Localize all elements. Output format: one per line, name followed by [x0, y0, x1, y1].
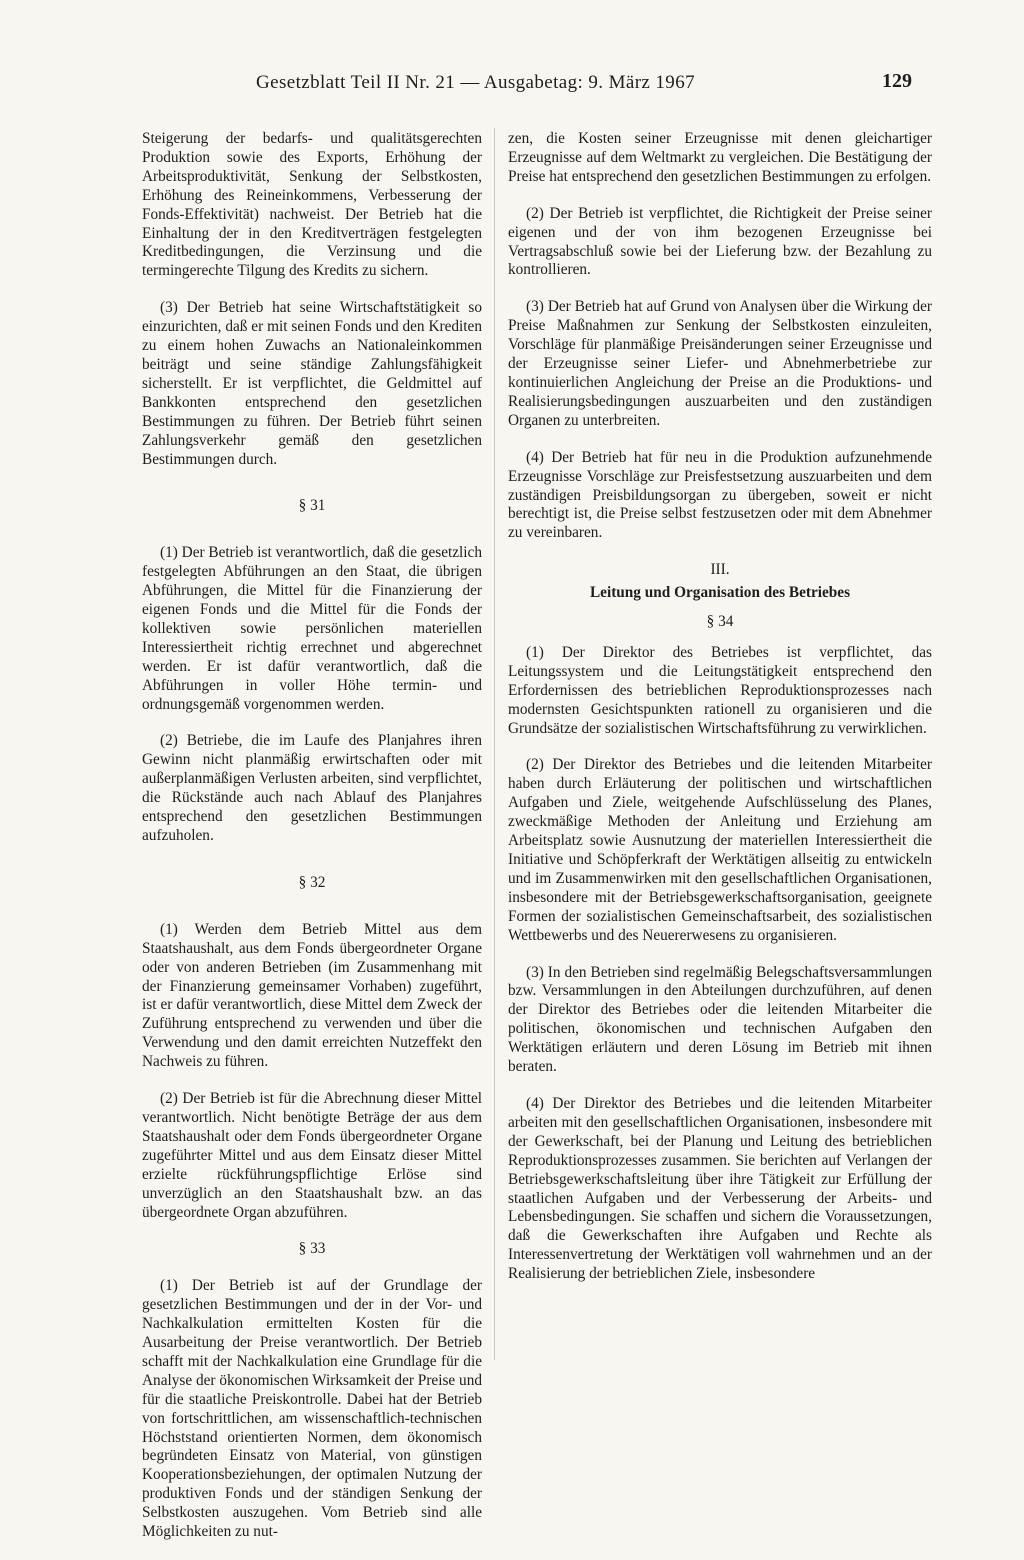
paragraph: (4) Der Betrieb hat für neu in die Produktion aufzunehmende Erzeugnisse Vorschläge zur Preisfestsetzung auszuarbeiten und dem zuständigen Preisbildungsorgan zu übergeben, soweit er nicht berechtigt ist, die Preise selbst festzusetzen oder mit dem Abnehmer zu vereinbaren.: [508, 448, 932, 542]
page-number: 129: [882, 70, 912, 92]
paragraph: (3) Der Betrieb hat auf Grund von Analysen über die Wirkung der Preise Maßnahmen zur Senkung der Selbstkosten einzuleiten, Vorschläge für planmäßige Preisänderungen seiner Erzeugnisse und der Erzeugnisse seiner Liefer- und Abnehmerbetriebe zur kontinuierlichen Angleichung der Preise an die Produktions- und Realisierungsbedingungen auszuarbeiten und den zuständigen Organen zu unterbreiten.: [508, 298, 932, 429]
paragraph: (3) Der Betrieb hat seine Wirtschaftstätigkeit so einzurichten, daß er mit seinen Fonds und den Krediten zu einem hohen Zuwachs an Nationaleinkommen beiträgt und seine ständige Zahlungsfähigkeit sicherstellt. Er ist verpflichtet, die Geldmittel auf Bankkonten entsprechend den gesetzlichen Bestimmungen zu führen. Der Betrieb führt seinen Zahlungsverkehr gemäß den gesetzlichen Bestimmungen durch.: [142, 299, 482, 468]
part-heading: Leitung und Organisation des Betriebes: [589, 584, 851, 602]
paragraph: zen, die Kosten seiner Erzeugnisse mit denen gleichartiger Erzeugnisse auf dem Weltmarkt zu vergleichen. Die Bestätigung der Preise hat entsprechend den gesetzlichen Bestimmungen zu erfolgen.: [508, 130, 932, 185]
right-column: [508, 130, 932, 1302]
column-divider: [494, 128, 495, 1360]
part-number: III.: [710, 561, 730, 579]
paragraph: (2) Der Direktor des Betriebes und die leitenden Mitarbeiter haben durch Erläuterung der politischen und wirtschaftlichen Aufgaben und Ziele, weitgehende Aufschlüsselung des Planes, zweckmäßige Methoden der Anleitung und Erziehung am Arbeitsplatz sowie Ausnutzung der materiellen Interessiertheit die Initiative und Schöpferkraft der Werktätigen allseitig zu entwickeln und im Zusammenwirken mit den gesellschaftlichen Organisationen, insbesondere mit der Betriebsgewerkschaftsorganisation, geeignete Formen der sozialistischen Gemeinschaftsarbeit, des sozialistischen Wettbewerbs und des Neuererwesens zu organisieren.: [508, 756, 932, 944]
section-heading-33: § 33: [298, 1240, 326, 1258]
paragraph: (3) In den Betrieben sind regelmäßig Belegschaftsversammlungen bzw. Versammlungen in den Abteilungen durchzuführen, auf denen der Direktor des Betriebes oder die leitenden Mitarbeiter die politischen, ökonomischen und technischen Aufgaben den Werktätigen erläutern und deren Lösung im Betrieb mit ihnen beraten.: [508, 963, 932, 1076]
paragraph: (1) Der Direktor des Betriebes ist verpflichtet, das Leitungssystem und die Leitungstätigkeit entsprechend den Erfordernissen des betrieblichen Reproduktionsprozesses nach modernsten Gesichtspunkten rationell zu organisieren und die Grundsätze der sozialistischen Wirtschaftsführung zu verwirklichen.: [508, 643, 932, 737]
section-heading-34: § 34: [706, 613, 734, 631]
paragraph: (2) Der Betrieb ist verpflichtet, die Richtigkeit der Preise seiner eigenen und der von ihm bezogenen Erzeugnisse bei Vertragsabschluß sowie bei der Lieferung bzw. der Bezahlung zu kontrollieren.: [508, 204, 932, 279]
section-heading-32: § 32: [298, 873, 326, 891]
section-heading-31: § 31: [298, 497, 326, 515]
left-column: [142, 130, 482, 1560]
paragraph: (1) Der Betrieb ist auf der Grundlage der gesetzlichen Bestimmungen und der in der Vor- und Nachkalkulation ermittelten Kosten für die Ausarbeitung der Preise verantwortlich. Der Betrieb schafft mit der Nachkalkulation eine Grundlage für die Analyse der ökonomischen Wirksamkeit der Preise und für die staatliche Preiskontrolle. Dabei hat der Betrieb von fortschrittlichen, am wissenschaftlich-technischen Höchststand orientierten Normen, dem ökonomisch begründeten Einsatz von Material, von günstigen Kooperationsbeziehungen, der optimalen Nutzung der produktiven Fonds und der ständigen Senkung der Selbstkosten auszugehen. Vom Betrieb sind alle Möglichkeiten zu nut-: [142, 1277, 482, 1541]
page-header: [0, 72, 1024, 102]
paragraph: (2) Der Betrieb ist für die Abrechnung dieser Mittel verantwortlich. Nicht benötigte Beträge der aus dem Staatshaushalt oder dem Fonds übergeordneter Organe zugeführter Mittel und aus dem Einsatz dieser Mittel erzielte rückführungspflichtige Erlöse sind unverzüglich an den Staatshaushalt bzw. an das übergeordnete Organ abzuführen.: [142, 1090, 482, 1221]
gazette-title: Gesetzblatt Teil II Nr. 21 — Ausgabetag: 9. März 1967: [256, 72, 696, 93]
paragraph: Steigerung der bedarfs- und qualitätsgerechten Produktion sowie des Exports, Erhöhung der Arbeitsproduktivität, Senkung der Selbstkosten, Erhöhung des Reineinkommens, Verbesserung der Fonds-Effektivität) nachweist. Der Betrieb hat die Einhaltung der in den Kreditverträgen festgelegten Kreditbedingungen, die Verzinsung und die termingerechte Tilgung des Kredits zu sichern.: [142, 130, 482, 280]
paragraph: (4) Der Direktor des Betriebes und die leitenden Mitarbeiter arbeiten mit den gesellschaftlichen Organisationen, insbesondere mit der Gewerkschaft, bei der Planung und Leitung des betrieblichen Reproduktionsprozesses zusammen. Sie berichten auf Verlangen der Betriebsgewerkschaftsleitung über ihre Tätigkeit zur Erfüllung der staatlichen Aufgaben und der Verbesserung der Arbeits- und Lebensbedingungen. Sie schaffen und sichern die Voraussetzungen, daß die Gewerkschaften ihre Aufgaben und Rechte als Interessenvertretung der Werktätigen voll wahrnehmen und an der Realisierung der betrieblichen Ziele, insbesondere: [508, 1094, 932, 1283]
paragraph: (2) Betriebe, die im Laufe des Planjahres ihren Gewinn nicht planmäßig erwirtschaften oder mit außerplanmäßigen Verlusten arbeiten, sind verpflichtet, die Rückstände auch nach Ablauf des Planjahres entsprechend den gesetzlichen Bestimmungen aufzuholen.: [142, 732, 482, 844]
paragraph: (1) Der Betrieb ist verantwortlich, daß die gesetzlich festgelegten Abführungen an den Staat, die übrigen Abführungen, die Mittel für die Finanzierung der eigenen Fonds und die Mittel für die Fonds der kollektiven sowie persönlichen materiellen Interessiertheit richtig errechnet und abgerechnet werden. Er ist dafür verantwortlich, daß die Abführungen in voller Höhe termin- und ordnungsgemäß vorgenommen werden.: [142, 544, 482, 713]
paragraph: (1) Werden dem Betrieb Mittel aus dem Staatshaushalt, aus dem Fonds übergeordneter Organe oder von anderen Betrieben (im Zusammenhang mit der Finanzierung gemeinsamer Vorhaben) zugeführt, ist er dafür verantwortlich, diese Mittel dem Zweck der Zuführung entsprechend zu verwenden und über die Verwendung und den damit erreichten Nutzeffekt den Nachweis zu führen.: [142, 920, 482, 1071]
